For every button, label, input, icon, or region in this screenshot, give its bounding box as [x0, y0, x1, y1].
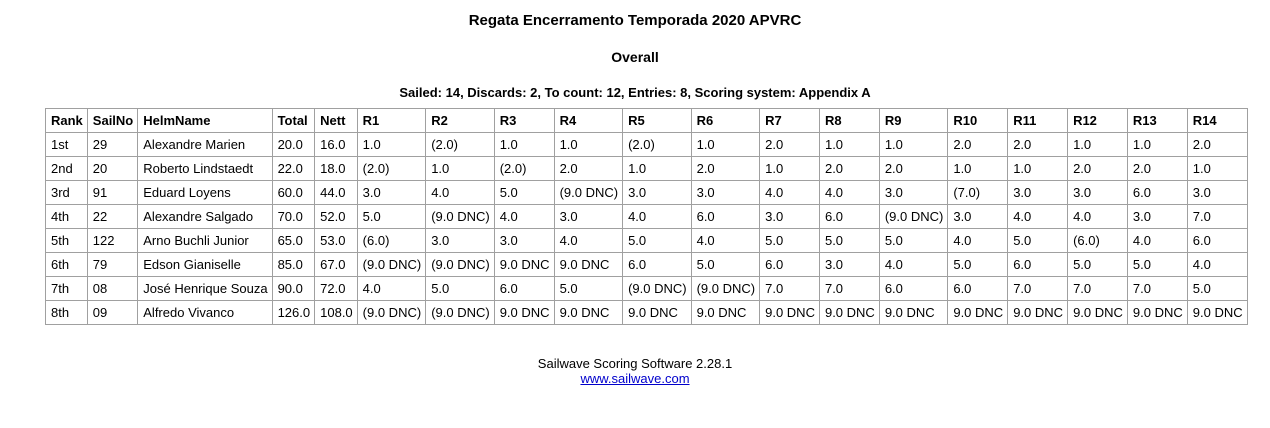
cell-sailno: 29 — [87, 133, 137, 157]
cell-nett: 108.0 — [315, 301, 358, 325]
column-header-r5: R5 — [623, 109, 692, 133]
cell-r11: 2.0 — [1008, 133, 1068, 157]
cell-r12: (6.0) — [1068, 229, 1128, 253]
cell-r2: 1.0 — [426, 157, 495, 181]
cell-r12: 7.0 — [1068, 277, 1128, 301]
column-header-rank: Rank — [46, 109, 88, 133]
cell-r8: 4.0 — [819, 181, 879, 205]
cell-r5: 3.0 — [623, 181, 692, 205]
column-header-total: Total — [272, 109, 315, 133]
cell-r11: 3.0 — [1008, 181, 1068, 205]
cell-r11: 4.0 — [1008, 205, 1068, 229]
column-header-r8: R8 — [819, 109, 879, 133]
column-header-nett: Nett — [315, 109, 358, 133]
cell-r5: (9.0 DNC) — [623, 277, 692, 301]
cell-r6: 5.0 — [691, 253, 760, 277]
cell-r11: 5.0 — [1008, 229, 1068, 253]
column-header-r2: R2 — [426, 109, 495, 133]
cell-rank: 8th — [46, 301, 88, 325]
cell-r4: 9.0 DNC — [554, 253, 623, 277]
software-credit: Sailwave Scoring Software 2.28.1 — [537, 356, 733, 371]
cell-r4: (9.0 DNC) — [554, 181, 623, 205]
cell-helmname: Arno Buchli Junior — [138, 229, 272, 253]
table-row — [46, 277, 1248, 301]
cell-r1: 4.0 — [357, 277, 426, 301]
cell-r10: (7.0) — [948, 181, 1008, 205]
cell-r11: 1.0 — [1008, 157, 1068, 181]
cell-sailno: 22 — [87, 205, 137, 229]
column-header-r7: R7 — [760, 109, 820, 133]
cell-r7: 4.0 — [760, 181, 820, 205]
cell-r4: 3.0 — [554, 205, 623, 229]
cell-r4: 4.0 — [554, 229, 623, 253]
results-table-container — [45, 108, 1243, 325]
cell-r8: 9.0 DNC — [819, 301, 879, 325]
cell-r13: 2.0 — [1127, 157, 1187, 181]
cell-helmname: Edson Gianiselle — [138, 253, 272, 277]
cell-r7: 2.0 — [760, 133, 820, 157]
cell-r1: 1.0 — [357, 133, 426, 157]
column-header-helmname: HelmName — [138, 109, 272, 133]
column-header-r12: R12 — [1068, 109, 1128, 133]
cell-r7: 5.0 — [760, 229, 820, 253]
cell-r3: 4.0 — [494, 205, 554, 229]
cell-r10: 9.0 DNC — [948, 301, 1008, 325]
column-header-r1: R1 — [357, 109, 426, 133]
cell-r3: 3.0 — [494, 229, 554, 253]
cell-r1: 3.0 — [357, 181, 426, 205]
cell-rank: 7th — [46, 277, 88, 301]
cell-total: 85.0 — [272, 253, 315, 277]
cell-r10: 4.0 — [948, 229, 1008, 253]
cell-r14: 3.0 — [1187, 181, 1247, 205]
cell-r3: 9.0 DNC — [494, 301, 554, 325]
cell-r14: 2.0 — [1187, 133, 1247, 157]
cell-r6: 9.0 DNC — [691, 301, 760, 325]
cell-nett: 72.0 — [315, 277, 358, 301]
cell-r12: 1.0 — [1068, 133, 1128, 157]
cell-r2: 5.0 — [426, 277, 495, 301]
results-tbody — [46, 133, 1248, 325]
column-header-r4: R4 — [554, 109, 623, 133]
cell-r9: 4.0 — [879, 253, 948, 277]
cell-helmname: Alfredo Vivanco — [138, 301, 272, 325]
series-subtitle: Overall — [611, 49, 659, 65]
cell-r5: 9.0 DNC — [623, 301, 692, 325]
scoring-summary: Sailed: 14, Discards: 2, To count: 12, Entries: 8, Scoring system: Appendix A — [399, 85, 871, 100]
cell-r7: 6.0 — [760, 253, 820, 277]
cell-r8: 7.0 — [819, 277, 879, 301]
column-header-r14: R14 — [1187, 109, 1247, 133]
cell-r10: 1.0 — [948, 157, 1008, 181]
table-row — [46, 181, 1248, 205]
cell-r13: 9.0 DNC — [1127, 301, 1187, 325]
cell-r13: 3.0 — [1127, 205, 1187, 229]
cell-rank: 2nd — [46, 157, 88, 181]
cell-r9: 2.0 — [879, 157, 948, 181]
cell-r9: (9.0 DNC) — [879, 205, 948, 229]
cell-r11: 9.0 DNC — [1008, 301, 1068, 325]
cell-r1: 5.0 — [357, 205, 426, 229]
column-header-r11: R11 — [1008, 109, 1068, 133]
table-header-row — [46, 109, 1248, 133]
cell-sailno: 91 — [87, 181, 137, 205]
cell-r6: 1.0 — [691, 133, 760, 157]
cell-r13: 5.0 — [1127, 253, 1187, 277]
cell-sailno: 79 — [87, 253, 137, 277]
cell-r3: 1.0 — [494, 133, 554, 157]
cell-r7: 9.0 DNC — [760, 301, 820, 325]
column-header-r3: R3 — [494, 109, 554, 133]
cell-r4: 2.0 — [554, 157, 623, 181]
cell-r2: (9.0 DNC) — [426, 205, 495, 229]
table-row — [46, 229, 1248, 253]
table-row — [46, 301, 1248, 325]
cell-rank: 3rd — [46, 181, 88, 205]
cell-r4: 5.0 — [554, 277, 623, 301]
cell-r9: 9.0 DNC — [879, 301, 948, 325]
cell-r5: 6.0 — [623, 253, 692, 277]
sailwave-link[interactable]: www.sailwave.com — [580, 371, 690, 386]
cell-r13: 4.0 — [1127, 229, 1187, 253]
cell-r3: 6.0 — [494, 277, 554, 301]
cell-r5: (2.0) — [623, 133, 692, 157]
cell-r7: 3.0 — [760, 205, 820, 229]
cell-r9: 3.0 — [879, 181, 948, 205]
cell-r11: 6.0 — [1008, 253, 1068, 277]
table-row — [46, 133, 1248, 157]
cell-nett: 67.0 — [315, 253, 358, 277]
cell-r1: (9.0 DNC) — [357, 253, 426, 277]
cell-r2: 3.0 — [426, 229, 495, 253]
cell-r13: 7.0 — [1127, 277, 1187, 301]
cell-helmname: José Henrique Souza — [138, 277, 272, 301]
cell-nett: 44.0 — [315, 181, 358, 205]
cell-total: 70.0 — [272, 205, 315, 229]
cell-r2: (9.0 DNC) — [426, 301, 495, 325]
cell-r6: 3.0 — [691, 181, 760, 205]
cell-r12: 4.0 — [1068, 205, 1128, 229]
cell-r3: 5.0 — [494, 181, 554, 205]
cell-rank: 1st — [46, 133, 88, 157]
footer — [0, 356, 1270, 386]
column-header-r13: R13 — [1127, 109, 1187, 133]
cell-r2: (9.0 DNC) — [426, 253, 495, 277]
cell-total: 90.0 — [272, 277, 315, 301]
cell-rank: 4th — [46, 205, 88, 229]
cell-r8: 1.0 — [819, 133, 879, 157]
cell-rank: 6th — [46, 253, 88, 277]
cell-r9: 5.0 — [879, 229, 948, 253]
cell-r14: 9.0 DNC — [1187, 301, 1247, 325]
cell-r5: 1.0 — [623, 157, 692, 181]
cell-r7: 1.0 — [760, 157, 820, 181]
cell-r3: (2.0) — [494, 157, 554, 181]
cell-total: 126.0 — [272, 301, 315, 325]
cell-helmname: Roberto Lindstaedt — [138, 157, 272, 181]
cell-r14: 6.0 — [1187, 229, 1247, 253]
cell-r2: (2.0) — [426, 133, 495, 157]
cell-helmname: Alexandre Marien — [138, 133, 272, 157]
cell-r10: 2.0 — [948, 133, 1008, 157]
cell-r7: 7.0 — [760, 277, 820, 301]
cell-r12: 5.0 — [1068, 253, 1128, 277]
cell-r12: 3.0 — [1068, 181, 1128, 205]
cell-sailno: 122 — [87, 229, 137, 253]
cell-r13: 6.0 — [1127, 181, 1187, 205]
table-row — [46, 253, 1248, 277]
cell-r11: 7.0 — [1008, 277, 1068, 301]
cell-r4: 1.0 — [554, 133, 623, 157]
cell-r8: 6.0 — [819, 205, 879, 229]
cell-r6: (9.0 DNC) — [691, 277, 760, 301]
cell-r2: 4.0 — [426, 181, 495, 205]
cell-r9: 6.0 — [879, 277, 948, 301]
cell-r12: 9.0 DNC — [1068, 301, 1128, 325]
cell-r5: 5.0 — [623, 229, 692, 253]
cell-r14: 5.0 — [1187, 277, 1247, 301]
cell-r6: 2.0 — [691, 157, 760, 181]
table-row — [46, 157, 1248, 181]
cell-total: 65.0 — [272, 229, 315, 253]
cell-r10: 3.0 — [948, 205, 1008, 229]
cell-total: 60.0 — [272, 181, 315, 205]
cell-r10: 5.0 — [948, 253, 1008, 277]
cell-nett: 16.0 — [315, 133, 358, 157]
cell-total: 22.0 — [272, 157, 315, 181]
cell-nett: 53.0 — [315, 229, 358, 253]
cell-total: 20.0 — [272, 133, 315, 157]
cell-helmname: Eduard Loyens — [138, 181, 272, 205]
cell-r1: (6.0) — [357, 229, 426, 253]
cell-r9: 1.0 — [879, 133, 948, 157]
results-table — [45, 108, 1248, 325]
page-title: Regata Encerramento Temporada 2020 APVRC — [468, 12, 802, 29]
cell-r1: (2.0) — [357, 157, 426, 181]
column-header-r10: R10 — [948, 109, 1008, 133]
cell-r14: 1.0 — [1187, 157, 1247, 181]
cell-sailno: 08 — [87, 277, 137, 301]
cell-sailno: 09 — [87, 301, 137, 325]
cell-r3: 9.0 DNC — [494, 253, 554, 277]
column-header-r9: R9 — [879, 109, 948, 133]
cell-r10: 6.0 — [948, 277, 1008, 301]
cell-r14: 4.0 — [1187, 253, 1247, 277]
cell-r1: (9.0 DNC) — [357, 301, 426, 325]
cell-r8: 2.0 — [819, 157, 879, 181]
table-row — [46, 205, 1248, 229]
column-header-sailno: SailNo — [87, 109, 137, 133]
cell-rank: 5th — [46, 229, 88, 253]
cell-sailno: 20 — [87, 157, 137, 181]
cell-r8: 3.0 — [819, 253, 879, 277]
cell-r12: 2.0 — [1068, 157, 1128, 181]
cell-r6: 6.0 — [691, 205, 760, 229]
cell-r5: 4.0 — [623, 205, 692, 229]
cell-nett: 18.0 — [315, 157, 358, 181]
cell-r6: 4.0 — [691, 229, 760, 253]
cell-r8: 5.0 — [819, 229, 879, 253]
cell-helmname: Alexandre Salgado — [138, 205, 272, 229]
column-header-r6: R6 — [691, 109, 760, 133]
cell-r14: 7.0 — [1187, 205, 1247, 229]
cell-r4: 9.0 DNC — [554, 301, 623, 325]
cell-nett: 52.0 — [315, 205, 358, 229]
cell-r13: 1.0 — [1127, 133, 1187, 157]
